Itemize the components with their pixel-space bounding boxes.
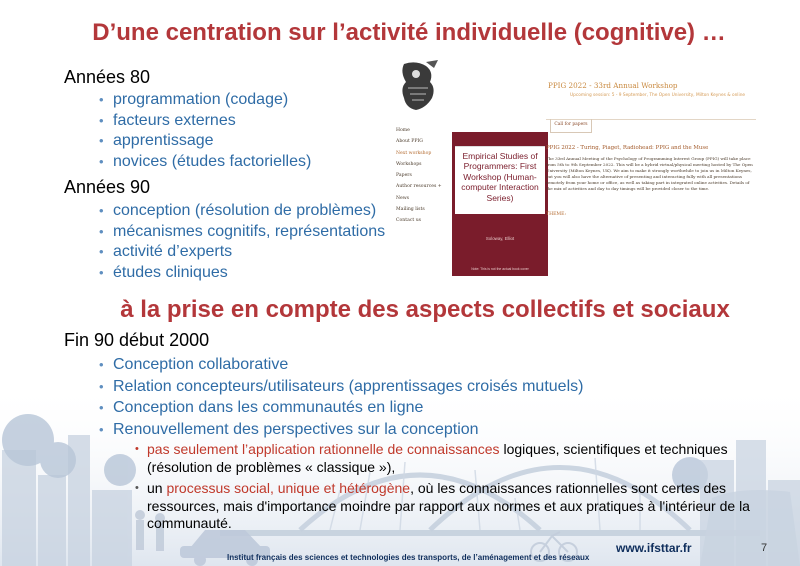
list-item: • activité d’experts — [113, 242, 385, 263]
sub-item-text: , où les connaissances rationnelles sont certes des ressources, mais d'importance moindre par rapport aux normes et aux pratiques à l'intérieur de la communauté. — [147, 480, 750, 532]
nav-item[interactable]: Author resources + — [396, 184, 442, 190]
nav-item[interactable]: Workshops — [396, 161, 422, 167]
list-annees-90 — [113, 201, 385, 283]
list-item: • novices (études factorielles) — [113, 152, 311, 173]
book-cover — [452, 132, 548, 276]
heading-annees-80: Années 80 — [64, 67, 151, 87]
slide-title-collective: à la prise en compte des aspects collectifs et sociaux — [120, 296, 730, 323]
footer-institute: Institut français des sciences et technologies des transports, de l’aménagement et des réseaux — [227, 553, 590, 562]
ppig-theme-label: THEME: — [546, 212, 567, 217]
book-author: Soloway, Elliot — [485, 236, 515, 241]
heading-fin-90: Fin 90 début 2000 — [64, 330, 210, 350]
list-fin-90 — [113, 354, 583, 440]
highlight-text: pas seulement l’application rationnelle de connaissances — [147, 441, 500, 457]
heading-annees-90: Années 90 — [64, 177, 151, 197]
list-item: • Conception dans les communautés en ligne — [113, 397, 583, 419]
nav-item[interactable]: News — [396, 195, 410, 201]
nav-item[interactable]: Mailing lists — [396, 207, 425, 213]
book-cover-label — [455, 146, 545, 214]
list-item: • conception (résolution de problèmes) — [113, 201, 385, 222]
tab-call-for-papers[interactable]: Call for papers — [550, 119, 592, 133]
highlight-text: processus social, unique et hétérogène — [166, 480, 411, 497]
ppig-post-title: PPIG 2022 - Turing, Piaget, Radiohead: PPIG and the Muse — [546, 145, 709, 151]
list-item: • programmation (codage) — [113, 90, 311, 111]
sub-item-text: logiques, scientifiques et techniques (résolution de problèmes « classique »), — [147, 441, 728, 475]
list-item: • mécanismes cognitifs, représentations — [113, 222, 385, 243]
ppig-logo-engraving — [396, 58, 442, 114]
ppig-website-screenshot — [390, 56, 766, 278]
list-item: • études cliniques — [113, 263, 385, 284]
list-item: • Conception collaborative — [113, 354, 583, 376]
slide-title-individual: D’une centration sur l’activité individuelle (cognitive) … — [92, 19, 726, 46]
list-item: • facteurs externes — [113, 111, 311, 132]
ppig-site-title: PPIG 2022 - 33rd Annual Workshop — [548, 81, 678, 90]
sub-item-text: un — [147, 480, 167, 497]
book-note: Note: This is not the actual book cover — [471, 267, 529, 271]
nav-item[interactable]: Home — [396, 128, 410, 133]
list-item: • Relation concepteurs/utilisateurs (apprentissages croisés mutuels) — [113, 376, 583, 398]
sub-item-social — [147, 480, 791, 533]
ppig-nav — [396, 125, 442, 227]
nav-item[interactable]: About PPIG — [396, 139, 423, 145]
footer-url[interactable]: www.ifsttar.fr — [616, 541, 692, 555]
nav-item[interactable]: Papers — [396, 173, 412, 179]
nav-item-active[interactable]: Next workshop — [396, 150, 432, 156]
ppig-post-body: The 33rd Annual Meeting of the Psychology of Programming Interest Group (PPIG) will take place from 5th to 9th September 2022. This will be a hybrid virtual/physical meeting hosted by The Open University (Milton Keynes, UK). We aim to make it strongly worthwhile to join us in Milton Keynes, but you will also have the alternative of presenting and interacting fully with all presentations remotely from your home or office, as well as taking part in integrated online activities. Details of the mix of activities and day to day timings will be provided closer to the time. — [546, 156, 753, 192]
ppig-site-subtitle: Upcoming session: 5 - 9 September, The Open University, Milton Keynes & online — [570, 93, 746, 98]
sub-list-perspectives — [147, 441, 791, 533]
nav-item[interactable]: Contact us — [396, 218, 422, 224]
book-title: Empirical Studies of Programmers: First Workshop (Human-computer Interaction Series) — [461, 151, 539, 203]
page-number: 7 — [761, 542, 768, 554]
list-annees-80 — [113, 90, 311, 172]
list-item: • apprentissage — [113, 131, 311, 152]
sub-item-rational — [147, 441, 791, 476]
list-item: • Renouvellement des perspectives sur la conception — [113, 419, 583, 441]
